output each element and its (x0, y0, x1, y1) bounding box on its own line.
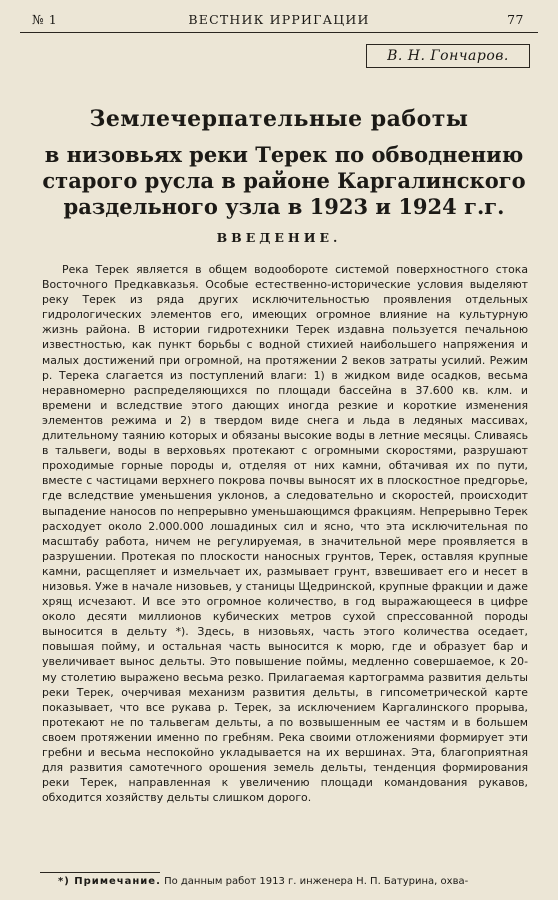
page-number: 77 (507, 12, 524, 27)
author-name: В. Н. Гончаров. (366, 44, 530, 68)
body-paragraph: Река Терек является в общем водообороте системой поверхностного стока Восточного Предкавказья. Особые естественно-исторические условия выделяют реку Терек из ряда других исключительностью проявления отдельных гидрологических элементов его, имеющих огромное влияние на культурную жизнь района. В истории гидротехники Терек издавна пользуется печальною известностью, как пункт борьбы с водной стихией наибольшего напряжения и малых достижений при огромной, на протяжении 2 веков затраты усилий. Режим р. Терека слагается из поступлений влаги: 1) в жидком виде осадков, весьма неравномерно распределяющихся по площади бассейна в 37.600 кв. клм. и времени и вследствие этого дающих иногда резкие и короткие изменения элементов режима и 2) в твердом виде снега и льда в ледяных массивах, длительному таянию которых и обязаны высокие воды в летние месяцы. Сливаясь в тальвеги, воды в верховьях протекают с огромными скоростями, разрушают проходимые горные породы и, отделяя от них камни, обтачивая их по пути, вместе с частицами верхнего покрова почвы выносят их в плоскостное предгорье, где вследствие уменьшения уклонов, а следовательно и скоростей, происходит выпадение наносов по непрерывно уменьшающимся фракциям. Непрерывно Терек расходует около 2.000.000 лошадиных сил и ясно, что эта исключительная по масштабу работа, ничем не регулируемая, в значительной мере проявляется в разрушении. Протекая по плоскости наносных грунтов, Терек, оставляя крупные камни, расщепляет и измельчает их, размывает грунт, взвешивает его и несет в низовья. Уже в начале низовьев, у станицы Щедринской, крупные фракции и даже хрящ исчезают. И все это огромное количество, в год выражающееся в цифре около десяти миллионов кубических метров сухой спрессованной породы выносится в дельту *). Здесь, в низовьях, часть этого количества оседает, повышая пойму, и остальная часть выносится к морю, где и образует бар и увеличивает вынос дельты. Это повышение поймы, медленно совершаемое, к 20-му столетию выражено весьма резко. Прилагаемая картограмма развития дельты реки Терек, очерчивая механизм развития дельты, в гипсометрической карте показывает, что все рукава р. Терек, за исключением Каргалинского прорыва, протекают не по тальвегам дельты, а по возвышенным ее частям и в большем своем протяжении именно по гребням. Река своими отложениями формирует эти гребни и весьма неспокойно укладывается на их вершинах. Эта, благоприятная для развития самотечного орошения земель дельты, тенденция формирования реки Терек, направленная к увеличению площади командования рукавов, обходится хозяйству дельты слишком дорого. (42, 263, 528, 805)
journal-title: ВЕСТНИК ИРРИГАЦИИ (188, 12, 370, 27)
header-rule (20, 32, 538, 33)
article-title: Землечерпательные работы (89, 106, 469, 132)
section-heading: ВВЕДЕНИЕ. (216, 230, 342, 245)
running-header (22, 10, 536, 32)
footnote (58, 876, 538, 887)
footnote-rule (40, 872, 160, 873)
footnote-label: *) Примечание. (58, 876, 161, 887)
article-subtitle: в низовьях реки Терек по обводнению старого русла в районе Каргалинского раздельного узла в 1923 и 1924 г.г. (42, 142, 526, 219)
footnote-text: По данным работ 1913 г. инженера Н. П. Батурина, охва- (164, 876, 469, 887)
issue-number: № 1 (32, 12, 58, 27)
